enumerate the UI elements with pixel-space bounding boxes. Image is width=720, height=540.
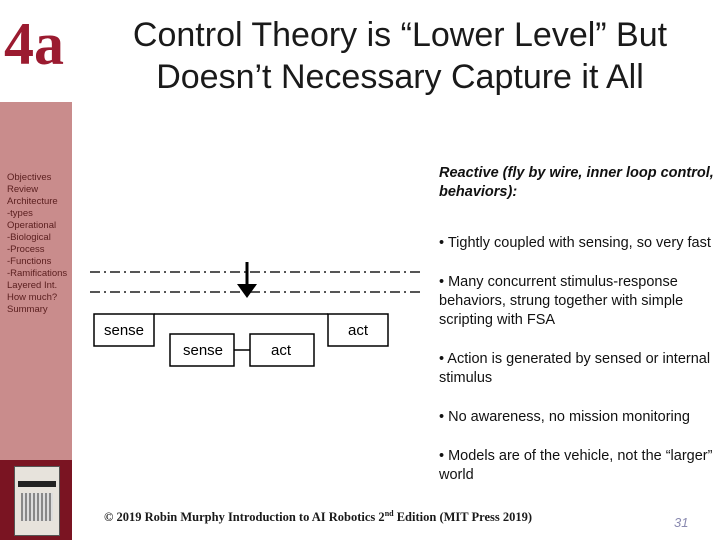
sidebar-item-how-much[interactable]: How much? <box>7 292 58 303</box>
section-badge: 4a <box>4 11 64 77</box>
sidebar-item-layered[interactable]: Layered Int. <box>7 280 58 291</box>
title-line-2: Doesn’t Necessary Capture it All <box>156 58 644 96</box>
sidebar-item-review[interactable]: Review <box>7 184 39 195</box>
book-cover-thumbnail <box>0 460 72 540</box>
bullet-item: • Action is generated by sensed or internal stimulus <box>439 351 711 386</box>
slide-title <box>100 14 700 98</box>
bullet-item: • Many concurrent stimulus-response behaviors, strung together with simple scripting with FSA <box>439 274 684 328</box>
sidebar-item-functions[interactable]: -Functions <box>7 256 52 267</box>
sidebar-item-architecture[interactable]: Architecture <box>7 196 58 207</box>
page-number: 31 <box>674 515 689 530</box>
bullet-item: • Models are of the vehicle, not the “larger” world <box>439 448 713 483</box>
bullet-item: • Tightly coupled with sensing, so very fast <box>439 235 711 251</box>
control-loop-diagram <box>90 262 420 372</box>
sidebar-nav <box>7 172 67 316</box>
sidebar-item-process[interactable]: -Process <box>7 244 45 255</box>
outer-sense-label: sense <box>104 322 145 339</box>
content-heading: Reactive (fly by wire, inner loop control, behaviors): <box>439 165 714 200</box>
copyright-footer: © 2019 Robin Murphy Introduction to AI Robotics 2nd Edition (MIT Press 2019) <box>104 509 533 525</box>
sidebar-item-types[interactable]: -types <box>7 208 33 219</box>
slide-header <box>0 0 720 102</box>
inner-act-label: act <box>271 342 292 359</box>
sidebar-item-biological[interactable]: -Biological <box>7 232 51 243</box>
book-cover-image <box>14 466 60 536</box>
outer-act-label: act <box>348 322 369 339</box>
inner-sense-label: sense <box>183 342 224 359</box>
sidebar-item-summary[interactable]: Summary <box>7 304 48 315</box>
sidebar-item-ramifications[interactable]: -Ramifications <box>7 268 68 279</box>
sidebar-item-operational[interactable]: Operational <box>7 220 57 231</box>
content-bullets <box>439 164 714 505</box>
title-line-1: Control Theory is “Lower Level” But <box>132 16 668 54</box>
bullet-item: • No awareness, no mission monitoring <box>439 409 690 425</box>
sidebar-item-objectives[interactable]: Objectives <box>7 172 52 183</box>
